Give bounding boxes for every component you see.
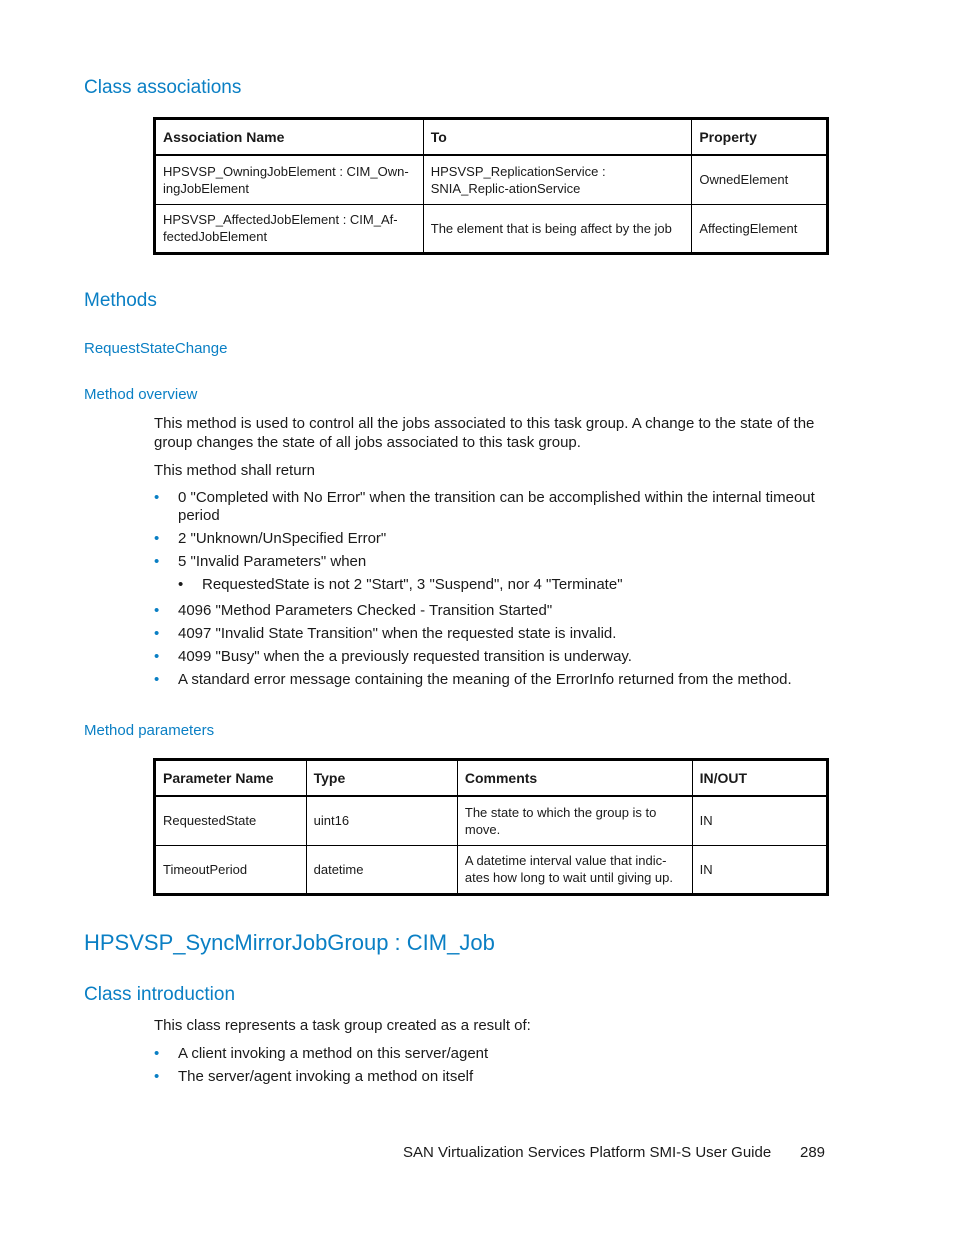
bullet-icon: • (154, 1068, 160, 1085)
list-item: • 5 "Invalid Parameters" when (154, 553, 367, 570)
class-title: HPSVSP_SyncMirrorJobGroup : CIM_Job (84, 930, 495, 955)
return-values-list (154, 489, 834, 694)
table-cell: A datetime interval value that indic-ates how long to wait until giving up. (457, 845, 692, 894)
table-cell: The element that is being affect by the job (423, 204, 692, 253)
table-cell: datetime (306, 845, 457, 894)
footer-guide-title: SAN Virtualization Services Platform SMI-S User Guide (403, 1144, 772, 1161)
column-header: Type (306, 760, 457, 797)
subheading-method-overview: Method overview (84, 386, 198, 403)
table-cell: The state to which the group is to move. (457, 796, 692, 845)
bullet-icon: • (154, 553, 160, 570)
column-header: Association Name (155, 119, 424, 156)
table-cell: TimeoutPeriod (155, 845, 307, 894)
table-row (155, 204, 828, 253)
bullet-icon: • (154, 671, 160, 688)
table-row (155, 796, 828, 845)
association-table (153, 117, 829, 255)
table-cell: uint16 (306, 796, 457, 845)
overview-paragraph: This method is used to control all the jobs associated to this task group. A change to the state of the group changes the state of all jobs associated to this task group. (154, 415, 815, 451)
bullet-icon: • (154, 1045, 160, 1062)
list-item: • 0 "Completed with No Error" when the transition can be accomplished within the internal timeout period (154, 489, 815, 524)
bullet-icon: • (154, 602, 160, 619)
column-header: IN/OUT (692, 760, 827, 797)
table-row (155, 845, 828, 894)
bullet-icon: • (154, 648, 160, 665)
overview-return-intro: This method shall return (154, 462, 315, 479)
bullet-icon: • (178, 576, 184, 593)
table-cell: AffectingElement (692, 204, 828, 253)
sub-list-item: • RequestedState is not 2 "Start", 3 "Suspend", nor 4 "Terminate" (178, 576, 623, 593)
section-heading-methods: Methods (84, 290, 157, 311)
list-item: • A standard error message containing the meaning of the ErrorInfo returned from the method. (154, 671, 792, 688)
section-heading-class-introduction: Class introduction (84, 984, 236, 1005)
table-cell: OwnedElement (692, 155, 828, 204)
list-item: • 4097 "Invalid State Transition" when the requested state is invalid. (154, 625, 617, 642)
table-cell: HPSVSP_OwningJobElement : CIM_Own-ingJobElement (155, 155, 424, 204)
list-item: • A client invoking a method on this server/agent (154, 1045, 489, 1062)
table-row (155, 155, 828, 204)
list-item: • The server/agent invoking a method on itself (154, 1068, 474, 1085)
table-cell: HPSVSP_ReplicationService : SNIA_Replic-ationService (423, 155, 692, 204)
method-name-heading: RequestStateChange (84, 340, 228, 357)
subheading-method-parameters: Method parameters (84, 722, 215, 739)
table-cell: HPSVSP_AffectedJobElement : CIM_Af-fectedJobElement (155, 204, 424, 253)
parameters-table (153, 758, 829, 896)
section-heading-class-associations: Class associations (84, 77, 242, 98)
bullet-icon: • (154, 625, 160, 642)
list-item: • 2 "Unknown/UnSpecified Error" (154, 530, 387, 547)
column-header: To (423, 119, 692, 156)
table-cell: IN (692, 845, 827, 894)
intro-paragraph: This class represents a task group created as a result of: (154, 1017, 531, 1034)
column-header: Parameter Name (155, 760, 307, 797)
intro-list (154, 1045, 834, 1091)
table-cell: IN (692, 796, 827, 845)
page-number: 289 (800, 1144, 826, 1161)
bullet-icon: • (154, 489, 160, 506)
bullet-icon: • (154, 530, 160, 547)
list-item: • 4099 "Busy" when the a previously requested transition is underway. (154, 648, 632, 665)
column-header: Comments (457, 760, 692, 797)
list-item: • 4096 "Method Parameters Checked - Transition Started" (154, 602, 553, 619)
table-cell: RequestedState (155, 796, 307, 845)
column-header: Property (692, 119, 828, 156)
